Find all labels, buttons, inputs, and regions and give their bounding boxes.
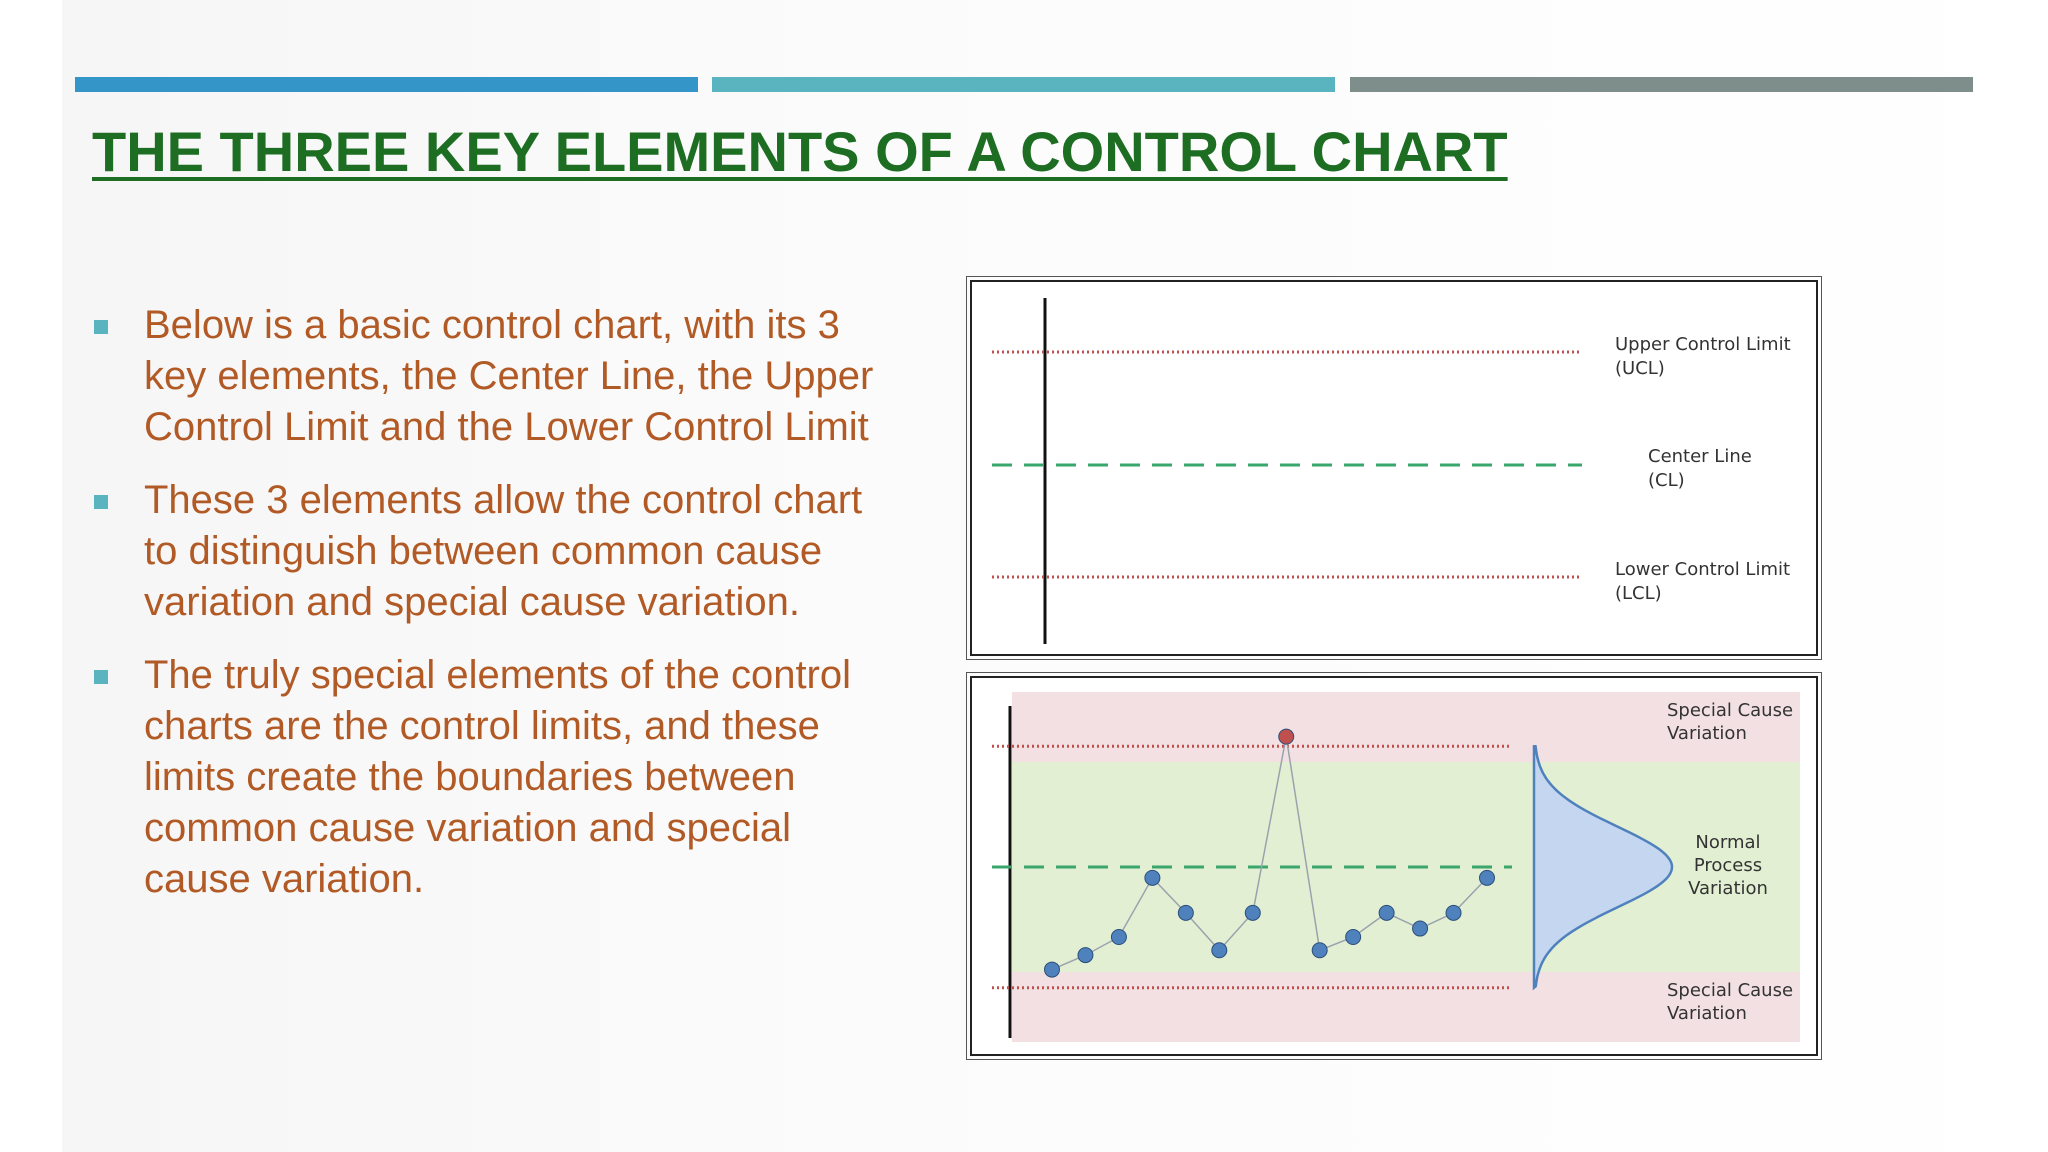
bullet-item (92, 650, 892, 905)
data-point (1111, 930, 1126, 945)
data-point (1379, 905, 1394, 920)
upper-zone-label: Special Cause Variation (1667, 700, 1794, 744)
bullet-text: These 3 elements allow the control chart to distinguish between common cause variation and special cause variation. (144, 478, 863, 624)
bullet-text: The truly special elements of the control charts are the control limits, and these limits create the boundaries between common cause variation and special cause variation. (144, 653, 852, 901)
cl-label: Center Line (CL) (1648, 446, 1752, 491)
data-point (1346, 930, 1361, 945)
data-point (1446, 905, 1461, 920)
accent-bar-blue (75, 77, 698, 92)
data-point (1245, 905, 1260, 920)
data-point (1413, 921, 1428, 936)
data-point (1480, 870, 1495, 885)
data-point (1212, 943, 1227, 958)
data-point (1045, 962, 1060, 977)
control-chart-diagram-svg (972, 282, 1816, 654)
accent-bar-teal (712, 77, 1335, 92)
data-point (1078, 948, 1093, 963)
square-bullet-icon (94, 495, 108, 509)
control-chart-diagram (970, 280, 1818, 656)
middle-zone-label: Normal Process Variation (1688, 832, 1768, 899)
bullet-item (92, 475, 892, 628)
control-chart-example-svg (972, 678, 1816, 1054)
data-point (1312, 943, 1327, 958)
data-point (1178, 905, 1193, 920)
data-point (1145, 870, 1160, 885)
bullet-item (92, 300, 892, 453)
lower-zone-label: Special Cause Variation (1667, 980, 1794, 1024)
bullet-list (92, 300, 892, 927)
lcl-label: Lower Control Limit (LCL) (1615, 559, 1791, 604)
bullet-text: Below is a basic control chart, with its 3 key elements, the Center Line, the Upper Control Limit and the Lower Control Limit (144, 303, 874, 449)
out-of-control-point (1279, 729, 1294, 744)
accent-bar-gray (1350, 77, 1973, 92)
slide-title: THE THREE KEY ELEMENTS OF A CONTROL CHART (92, 120, 1508, 183)
square-bullet-icon (94, 670, 108, 684)
square-bullet-icon (94, 320, 108, 334)
control-chart-example (970, 676, 1818, 1056)
ucl-label: Upper Control Limit (UCL) (1615, 334, 1791, 379)
